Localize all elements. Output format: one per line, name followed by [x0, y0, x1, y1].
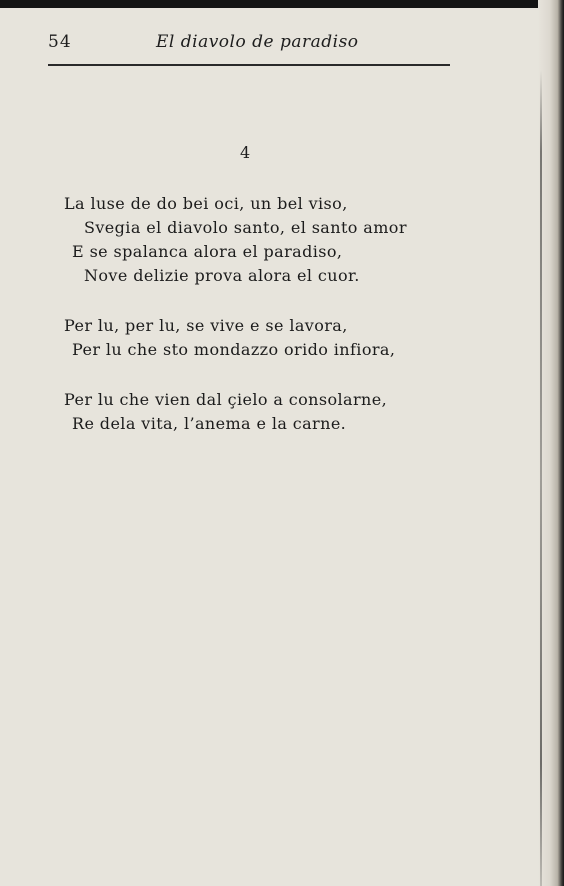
- stanza-1: [64, 192, 424, 288]
- poem-line: Per lu che vien dal çielo a consolarne,: [64, 390, 388, 409]
- running-header: [48, 30, 450, 62]
- poem-line: Re dela vita, l’anema e la carne.: [72, 414, 347, 433]
- poem-line: Svegia el diavolo santo, el santo amor: [84, 218, 407, 237]
- header-rule: [48, 64, 450, 66]
- poem-line: Nove delizie prova alora el cuor.: [84, 266, 360, 285]
- poem-line: E se spalanca alora el paradiso,: [72, 242, 343, 261]
- poem-line: La luse de do bei oci, un bel viso,: [64, 194, 348, 213]
- poem: [64, 192, 424, 462]
- poem-line: Per lu che sto mondazzo orido infiora,: [72, 340, 396, 359]
- running-title: El diavolo de paradiso: [156, 32, 359, 52]
- stanza-3: [64, 388, 424, 436]
- section-number: 4: [240, 143, 251, 162]
- scan-top-edge: [0, 0, 564, 8]
- page-gutter-line: [540, 70, 542, 886]
- poem-line: Per lu, per lu, se vive e se lavora,: [64, 316, 348, 335]
- stanza-2: [64, 314, 424, 362]
- page-number: 54: [48, 32, 72, 52]
